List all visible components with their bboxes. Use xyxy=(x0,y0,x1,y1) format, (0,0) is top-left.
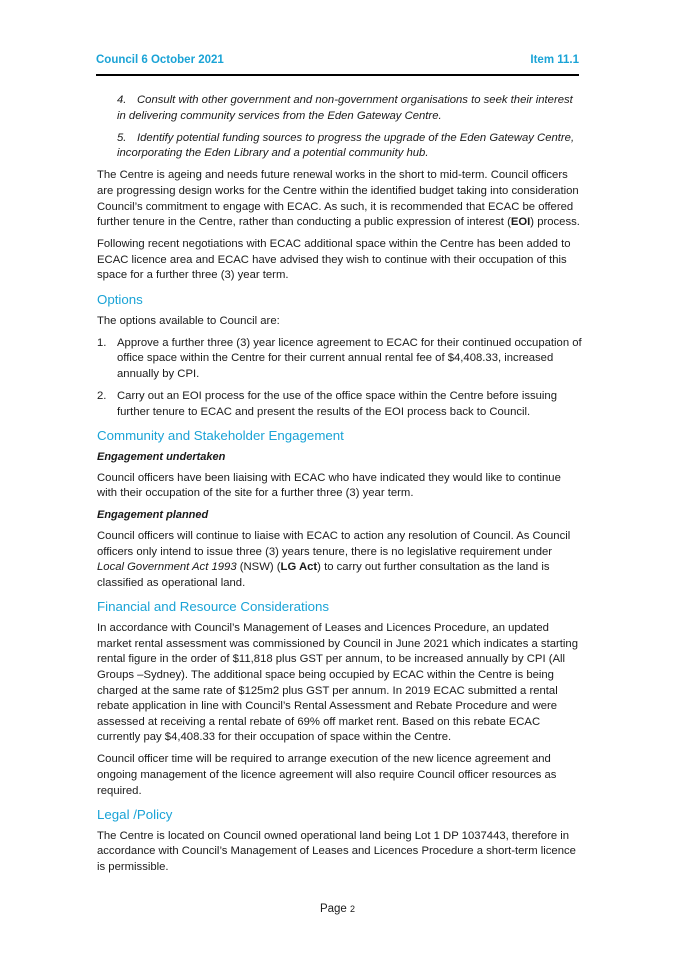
options-intro: The options available to Council are: xyxy=(97,314,280,327)
paragraph-negotiations: Following recent negotiations with ECAC additional space within the Centre has been added to ECAC licence area and ECAC have advised they wish to continue with their occupation of this space for a further three (3) year term. xyxy=(97,238,571,282)
page-header xyxy=(96,52,579,76)
heading-financial: Financial and Resource Considerations xyxy=(97,599,330,615)
paragraph-undertaken: Council officers have been liaising with ECAC who have indicated they would like to continue with their occupation of the site for a further three (3) year term. xyxy=(97,471,561,500)
page-footer xyxy=(0,903,675,915)
paragraph-financial-2: Council officer time will be required to arrange execution of the new licence agreement and ongoing management of the licence agreement will also require Council officer resources as required. xyxy=(97,753,557,797)
heading-options: Options xyxy=(97,291,143,307)
list-item: 4. Consult with other government and non-government organisations to seek their interest in delivering community services from the Eden Gateway Centre. xyxy=(117,94,573,122)
paragraph-financial-1: In accordance with Council’s Management of Leases and Licences Procedure, an updated market rental assessment was commissioned by Council in June 2021 which indicates a starting rental figure in the order of $11,818 plus GST per annum, to be increased annually by CPI (All Groups –Sydney). The additional space being occupied by ECAC within the Centre is being charged at the same rate of $125m2 plus GST per annum. In 2019 ECAC submitted a rental rebate application in line with Council’s Rental Assessment and Rebate Procedure and were assessed at receiving a rental rebate of 69% off market rent. Based on this rebate ECAC currently pay $4,408.33 for their occupation of space within the Centre. xyxy=(97,622,578,744)
paragraph-ageing: The Centre is ageing and needs future renewal works in the short to mid-term. Council officers are progressing design works for the Centre within the identified budget taking into consideration Council’s commitment to engage with ECAC. As such, it is recommended that ECAC be offered further tenure in the Centre, rather than conducting a public expression of interest (EOI) process. xyxy=(97,169,580,229)
page-number: 2 xyxy=(350,904,356,914)
meeting-title: Council 6 October 2021 xyxy=(96,54,224,66)
heading-engagement: Community and Stakeholder Engagement xyxy=(97,427,344,443)
item-number: Item 11.1 xyxy=(530,54,579,66)
option-item: 2. Carry out an EOI process for the use of the office space within the Centre before issuing further tenure to ECAC and present the results of the EOI process back to Council. xyxy=(97,389,557,418)
paragraph-planned: Council officers will continue to liaise with ECAC to action any resolution of Council. As Council officers only intend to issue three (3) years tenure, there is no legislative requirement under Local Government Act 1993 (NSW) (LG Act) to carry out further consultation as the land is classified as operational land. xyxy=(97,530,571,590)
heading-legal: Legal /Policy xyxy=(97,806,173,822)
options-list xyxy=(97,336,582,420)
option-item: 1. Approve a further three (3) year licence agreement to ECAC for their continued occupation of office space within the Centre for their current annual rental fee of $4,408.33, increased annually by CPI. xyxy=(97,336,582,380)
page-label: Page xyxy=(319,903,351,915)
list-item: 5. Identify potential funding sources to progress the upgrade of the Eden Gateway Centre, incorporating the Eden Library and a potential community hub. xyxy=(117,131,575,160)
subheading-undertaken: Engagement undertaken xyxy=(97,450,226,463)
subheading-planned: Engagement planned xyxy=(97,509,209,522)
document-body xyxy=(97,93,582,882)
paragraph-legal: The Centre is located on Council owned operational land being Lot 1 DP 1037443, therefore in accordance with Council’s Management of Leases and Licences Procedure a short-term licence is permissible. xyxy=(97,829,576,873)
